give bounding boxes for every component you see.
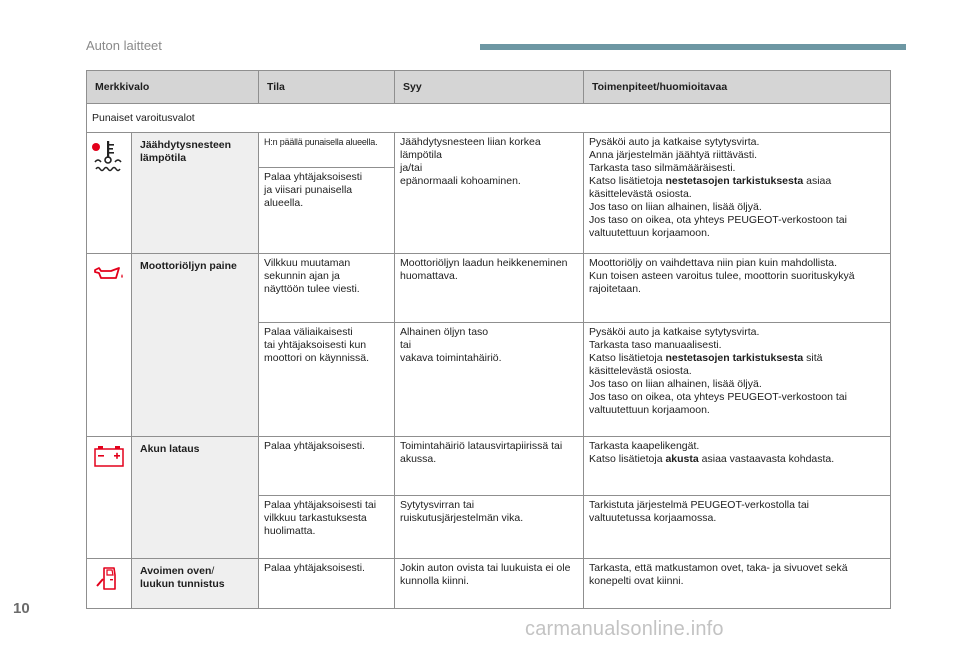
row-name: Akun lataus	[132, 437, 259, 559]
name-slash: /	[211, 565, 215, 577]
battery-icon-cell	[87, 437, 132, 559]
coolant-icon-cell	[87, 133, 132, 254]
toimenpiteet-text: Pysäköi auto ja katkaise sytytysvirta. Tarkasta taso manuaalisesti. Katso lisätietoja	[589, 326, 760, 364]
oil-icon-cell	[87, 254, 132, 437]
column-header-toimenpiteet: Toimenpiteet/huomioitavaa	[584, 71, 891, 104]
toimenpiteet-text: sitä käsittelevästä osiosta. Jos taso on liian alhainen, lisää öljyä. Jos taso on oikea, ota yhteys PEUGEOT-verkostoon tai valtuutettuun korjaamoon.	[589, 352, 847, 416]
syy-cell: Sytytysvirran tai ruiskutusjärjestelmän vika.	[395, 496, 584, 559]
toimenpiteet-text: Tarkasta kaapelikengät. Katso lisätietoja	[589, 440, 700, 465]
syy-cell: Jäähdytysnesteen liian korkea lämpötila ja/tai epänormaali kohoaminen.	[395, 133, 584, 254]
toimenpiteet-bold-text: nestetasojen tarkistuksesta	[665, 175, 804, 187]
tila-cell: Vilkkuu muutaman sekunnin ajan ja näyttöön tulee viesti.	[259, 254, 395, 323]
name-text: Avoimen oven	[140, 565, 212, 577]
header-accent-bar	[480, 44, 906, 50]
toimenpiteet-cell: Tarkistuta järjestelmä PEUGEOT-verkostolla tai valtuutetussa korjaamossa.	[584, 496, 891, 559]
toimenpiteet-text: asiaa vastaavasta kohdasta.	[698, 453, 835, 465]
toimenpiteet-text: Pysäköi auto ja katkaise sytytysvirta. Anna järjestelmän jäähtyä riittävästi. Tarkasta taso silmämääräisesti. Katso lisätietoja	[589, 136, 760, 187]
tila-cell: Palaa yhtäjaksoisesti.	[259, 559, 395, 609]
toimenpiteet-cell: Tarkasta, että matkustamon ovet, taka- ja sivuovet sekä konepelti ovat kiinni.	[584, 559, 891, 609]
column-header-tila: Tila	[259, 71, 395, 104]
row-name: Jäähdytysnesteen lämpötila	[132, 133, 259, 254]
toimenpiteet-bold-text: nestetasojen tarkistuksesta	[665, 352, 804, 364]
toimenpiteet-cell: Moottoriöljy on vaihdettava niin pian kuin mahdollista. Kun toisen asteen varoitus tulee, moottorin suorituskykyä rajoitetaan.	[584, 254, 891, 323]
battery-icon	[87, 441, 131, 471]
watermark-text: carmanualsonline.info	[525, 618, 724, 640]
syy-cell: Jokin auton ovista tai luukuista ei ole kunnolla kiinni.	[395, 559, 584, 609]
table-row	[87, 254, 891, 323]
section-row	[87, 104, 891, 133]
name-text: luukun tunnistus	[140, 578, 225, 590]
toimenpiteet-bold-text: akusta	[665, 453, 699, 465]
table-row	[87, 437, 891, 496]
syy-cell: Toimintahäiriö latausvirtapiirissä tai akussa.	[395, 437, 584, 496]
column-header-syy: Syy	[395, 71, 584, 104]
door-icon-cell	[87, 559, 132, 609]
tila-cell: Palaa yhtäjaksoisesti ja viisari punaisella alueella.	[259, 168, 395, 254]
section-title: Auton laitteet	[86, 38, 162, 53]
toimenpiteet-cell	[584, 437, 891, 496]
table-row	[87, 559, 891, 609]
coolant-temperature-icon	[87, 137, 131, 177]
toimenpiteet-cell	[584, 323, 891, 437]
warning-lights-table	[86, 70, 891, 609]
row-name	[132, 559, 259, 609]
column-header-merkkivalo: Merkkivalo	[87, 71, 259, 104]
section-label: Punaiset varoitusvalot	[87, 104, 891, 133]
tila-cell: H:n päällä punaisella alueella.	[259, 133, 395, 168]
row-name: Moottoriöljyn paine	[132, 254, 259, 437]
toimenpiteet-cell	[584, 133, 891, 254]
page-number: 10	[13, 600, 30, 617]
tila-cell: Palaa väliaikaisesti tai yhtäjaksoisesti kun moottori on käynnissä.	[259, 323, 395, 437]
table-row	[87, 133, 891, 168]
oil-pressure-icon	[87, 258, 131, 288]
tila-cell: Palaa yhtäjaksoisesti tai vilkkuu tarkastuksesta huolimatta.	[259, 496, 395, 559]
open-door-icon	[87, 563, 131, 597]
table-header-row	[87, 71, 891, 104]
syy-cell: Alhainen öljyn taso tai vakava toimintahäiriö.	[395, 323, 584, 437]
tila-cell: Palaa yhtäjaksoisesti.	[259, 437, 395, 496]
toimenpiteet-text: asiaa käsittelevästä osiosta. Jos taso on liian alhainen, lisää öljyä. Jos taso on oikea, ota yhteys PEUGEOT-verkostoon tai valtuutettuun korjaamoon.	[589, 175, 847, 239]
syy-cell: Moottoriöljyn laadun heikkeneminen huomattava.	[395, 254, 584, 323]
